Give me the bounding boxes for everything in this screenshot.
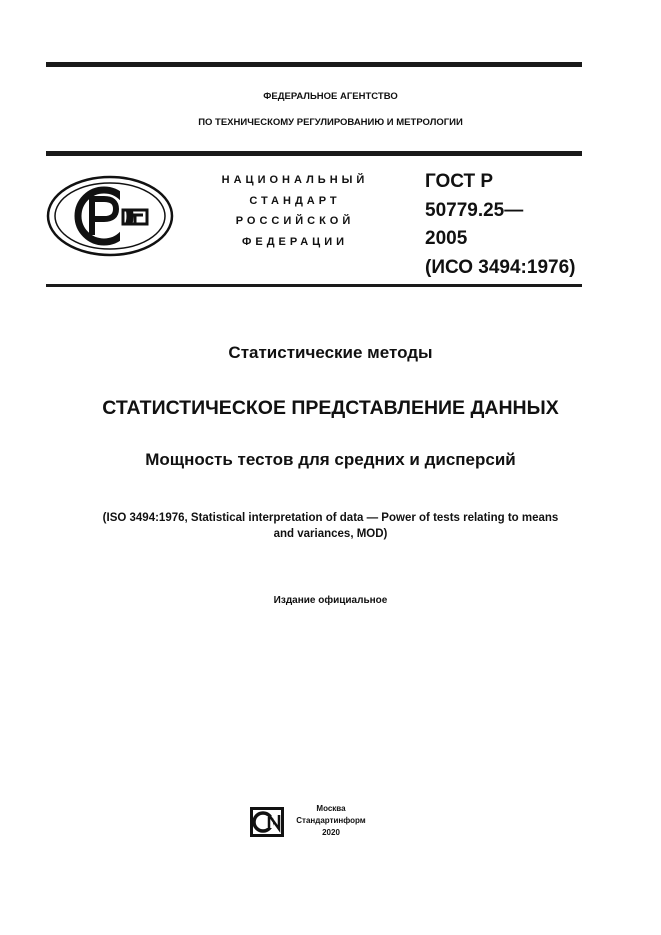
category-title: Статистические методы [228, 343, 433, 362]
gost-r-certification-logo-icon [46, 175, 174, 257]
national-line-3: РОССИЙСКОЙ [235, 215, 355, 227]
standard-number-line-3: 2005 [425, 228, 468, 249]
standard-number-line-1: ГОСТ Р [425, 171, 494, 192]
standard-number-line-2: 50779.25— [425, 199, 524, 221]
publisher-city: Москва [316, 804, 346, 813]
publisher-info [296, 803, 366, 839]
header-rule [46, 151, 582, 156]
standartinform-logo-icon [249, 806, 285, 838]
edition-label: Издание официальное [273, 595, 388, 606]
publisher-name: Стандартинформ [296, 816, 366, 825]
main-title: СТАТИСТИЧЕСКОЕ ПРЕДСТАВЛЕНИЕ ДАННЫХ [102, 397, 559, 419]
subtitle: Мощность тестов для средних и дисперсий [145, 450, 516, 469]
standard-number-line-4: (ИСО 3494:1976) [425, 256, 576, 278]
agency-line-1: ФЕДЕРАЛЬНОЕ АГЕНТСТВО [263, 91, 398, 102]
national-standard-block [205, 170, 385, 252]
international-reference-line-2: and variances, MOD) [273, 528, 388, 540]
international-reference [0, 510, 661, 542]
national-line-1: НАЦИОНАЛЬНЫЙ [221, 174, 369, 186]
standard-number-block [425, 168, 575, 282]
agency-line-2: ПО ТЕХНИЧЕСКОМУ РЕГУЛИРОВАНИЮ И МЕТРОЛОГИИ [198, 117, 463, 128]
header-bottom-rule [46, 284, 582, 287]
international-reference-line-1: (ISO 3494:1976, Statistical interpretation of data — Power of tests relating to means [102, 512, 559, 524]
national-line-2: СТАНДАРТ [249, 194, 341, 207]
national-line-4: ФЕДЕРАЦИИ [241, 235, 349, 248]
publisher-year: 2020 [322, 828, 340, 837]
top-rule [46, 62, 582, 67]
